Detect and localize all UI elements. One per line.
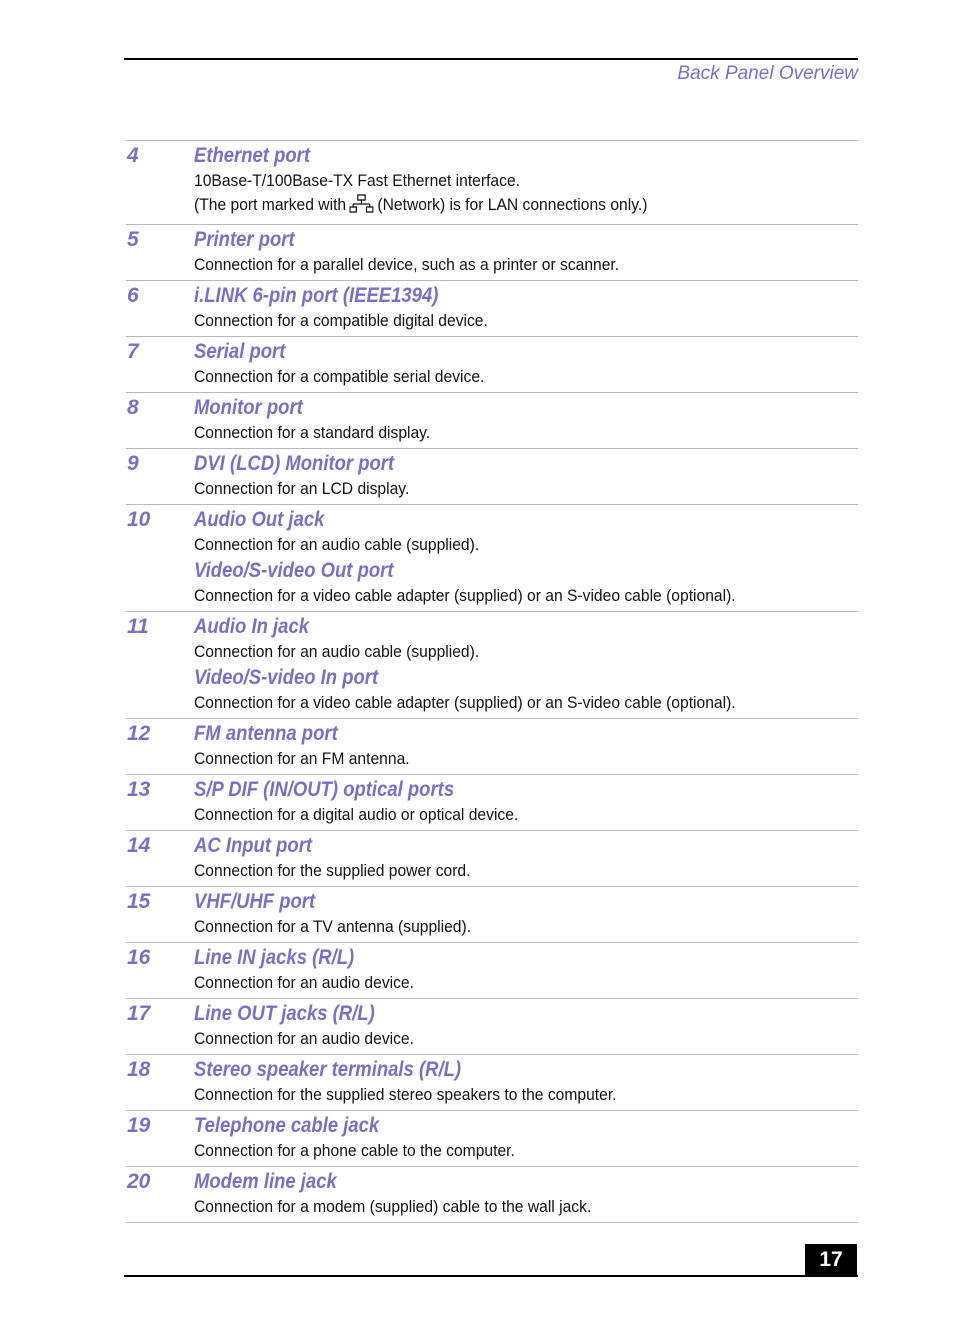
network-note — [194, 193, 805, 221]
entry-number: 13 — [127, 778, 151, 801]
entry-description: Connection for a compatible serial device. — [194, 367, 485, 386]
entry-description: Connection for a modem (supplied) cable to the wall jack. — [194, 1197, 592, 1216]
entry-title: DVI (LCD) Monitor port — [194, 452, 395, 475]
entry-description: Connection for the supplied stereo speakers to the computer. — [194, 1085, 617, 1104]
port-entry — [126, 505, 858, 612]
entry-title: i.LINK 6-pin port (IEEE1394) — [194, 284, 439, 307]
entry-description: Connection for a TV antenna (supplied). — [194, 917, 472, 936]
port-entry — [126, 775, 858, 831]
entry-number: 11 — [127, 615, 149, 638]
entry-title: Telephone cable jack — [194, 1114, 380, 1137]
network-icon — [350, 194, 374, 221]
port-entry — [126, 337, 858, 393]
port-entry — [126, 999, 858, 1055]
entry-title: Audio In jack — [194, 615, 310, 638]
port-list — [126, 140, 858, 1223]
entry-description: Connection for the supplied power cord. — [194, 861, 471, 880]
port-entry — [126, 449, 858, 505]
entry-title: S/P DIF (IN/OUT) optical ports — [194, 778, 455, 801]
page-number: 17 — [805, 1244, 857, 1276]
entry-number: 12 — [127, 722, 151, 745]
network-note-before: (The port marked with — [194, 195, 347, 214]
entry-title: FM antenna port — [194, 722, 338, 745]
port-entry — [126, 393, 858, 449]
entry-description: Connection for a parallel device, such as a printer or scanner. — [194, 255, 620, 274]
header-rule — [124, 58, 858, 60]
entry-title: Monitor port — [194, 396, 303, 419]
entry-description: Connection for a standard display. — [194, 423, 431, 442]
footer-rule — [124, 1275, 858, 1277]
entry-description: Connection for a phone cable to the computer. — [194, 1141, 515, 1160]
entry-number: 10 — [127, 508, 151, 531]
port-entry — [126, 612, 858, 719]
entry-title: Serial port — [194, 340, 286, 363]
entry-description: Connection for an audio cable (supplied). — [194, 535, 480, 554]
network-note-after: (Network) is for LAN connections only.) — [377, 195, 648, 214]
entry-title: Line IN jacks (R/L) — [194, 946, 355, 969]
entry-number: 20 — [127, 1170, 151, 1193]
entry-title: Printer port — [194, 228, 295, 251]
entry-subtitle: Video/S-video Out port — [194, 559, 394, 582]
port-entry — [126, 943, 858, 999]
entry-title: Line OUT jacks (R/L) — [194, 1002, 375, 1025]
entry-number: 18 — [127, 1058, 151, 1081]
entry-number: 9 — [127, 452, 139, 475]
entry-number: 19 — [127, 1114, 151, 1137]
entry-description: 10Base-T/100Base-TX Fast Ethernet interface. — [194, 171, 520, 190]
entry-number: 4 — [127, 144, 139, 167]
entry-number: 15 — [127, 890, 151, 913]
entry-number: 17 — [127, 1002, 151, 1025]
entry-description: Connection for a digital audio or optical device. — [194, 805, 519, 824]
port-entry — [126, 1111, 858, 1167]
port-entry — [126, 719, 858, 775]
entry-sub-description: Connection for a video cable adapter (supplied) or an S-video cable (optional). — [194, 693, 736, 712]
entry-number: 14 — [127, 834, 151, 857]
port-entry — [126, 887, 858, 943]
entry-number: 5 — [127, 228, 139, 251]
entry-title: Stereo speaker terminals (R/L) — [194, 1058, 462, 1081]
entry-description: Connection for a compatible digital device. — [194, 311, 488, 330]
entry-sub-description: Connection for a video cable adapter (supplied) or an S-video cable (optional). — [194, 586, 736, 605]
entry-subtitle: Video/S-video In port — [194, 666, 379, 689]
entry-description: Connection for an audio cable (supplied). — [194, 642, 480, 661]
entry-title: Modem line jack — [194, 1170, 337, 1193]
entry-number: 16 — [127, 946, 151, 969]
running-header: Back Panel Overview — [677, 63, 858, 84]
entry-description: Connection for an audio device. — [194, 1029, 414, 1048]
entry-number: 8 — [127, 396, 139, 419]
entry-number: 7 — [127, 340, 139, 363]
entry-description: Connection for an FM antenna. — [194, 749, 410, 768]
entry-title: Ethernet port — [194, 144, 311, 167]
port-entry — [126, 1055, 858, 1111]
entry-title: VHF/UHF port — [194, 890, 316, 913]
entry-title: AC Input port — [194, 834, 313, 857]
entry-number: 6 — [127, 284, 139, 307]
port-entry — [126, 281, 858, 337]
entry-description: Connection for an audio device. — [194, 973, 414, 992]
port-entry — [126, 141, 858, 225]
entry-description: Connection for an LCD display. — [194, 479, 410, 498]
port-entry — [126, 225, 858, 281]
port-entry — [126, 831, 858, 887]
port-entry — [126, 1167, 858, 1223]
entry-title: Audio Out jack — [194, 508, 325, 531]
